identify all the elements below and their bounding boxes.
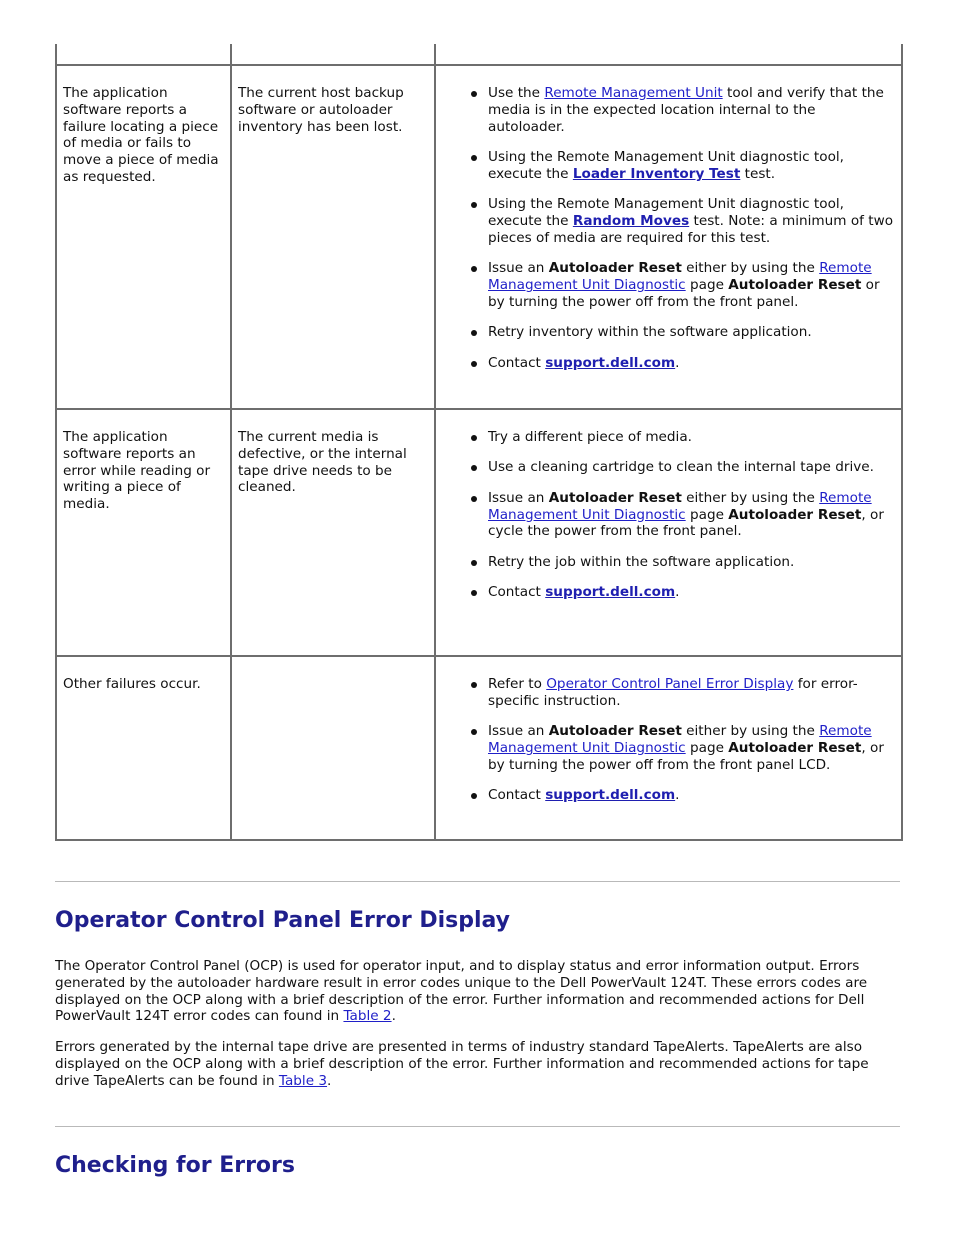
support-link[interactable]: support.dell.com	[545, 584, 676, 601]
bullet-icon	[471, 560, 477, 566]
remote-management-unit-link[interactable]: Remote Management Unit	[544, 85, 723, 101]
checking-errors-heading: Checking for Errors	[55, 1153, 295, 1178]
item-text: Issue an	[488, 723, 549, 740]
item-text: tool and verify that the media is in the expected location internal to the autoloader.	[488, 85, 884, 135]
list-item	[488, 490, 895, 540]
item-text: , or cycle the power from the front panel.	[488, 506, 884, 540]
bold-term: Autoloader Reset	[728, 276, 862, 293]
table-cell	[56, 44, 231, 65]
action-list	[442, 85, 895, 371]
list-item	[488, 584, 895, 601]
table-2-link[interactable]: Table 2	[343, 1008, 392, 1025]
rmu-diagnostic-link[interactable]: Remote Management Unit Diagnostic	[488, 260, 872, 293]
random-moves-link[interactable]: Random Moves	[572, 212, 690, 229]
bold-term: Autoloader Reset	[728, 506, 862, 523]
bullet-icon	[471, 729, 477, 735]
item-text: Retry the job within the software application.	[488, 553, 795, 570]
list-item	[488, 149, 895, 183]
ocp-paragraph-1	[55, 958, 900, 1025]
item-text: page	[685, 276, 729, 293]
action-list	[442, 429, 895, 601]
ocp-paragraph-2	[55, 1039, 900, 1089]
troubleshooting-table	[55, 44, 903, 841]
problem-cell: Other failures occur.	[56, 656, 231, 840]
support-link[interactable]: support.dell.com	[545, 787, 676, 804]
bullet-icon	[471, 682, 477, 688]
list-item	[488, 429, 895, 446]
list-item	[488, 85, 895, 135]
list-item	[488, 260, 895, 310]
bold-term: Autoloader Reset	[728, 739, 862, 756]
bold-term: Autoloader Reset	[548, 489, 682, 506]
bullet-icon	[471, 361, 477, 367]
item-text: Using the Remote Management Unit diagnostic tool, execute the	[488, 196, 844, 229]
item-text: test. Note: a minimum of two pieces of media are required for this test.	[488, 212, 894, 246]
action-cell	[435, 65, 902, 409]
bullet-icon	[471, 496, 477, 502]
section-divider	[55, 881, 900, 882]
bullet-icon	[471, 202, 477, 208]
cause-cell: The current host backup software or autoloader inventory has been lost.	[231, 65, 435, 409]
bullet-icon	[471, 266, 477, 272]
item-text: .	[675, 354, 680, 371]
support-link[interactable]: support.dell.com	[545, 354, 676, 371]
ocp-section-heading: Operator Control Panel Error Display	[55, 908, 511, 933]
item-text: Retry inventory within the software application.	[488, 324, 812, 341]
item-text: Try a different piece of media.	[488, 429, 692, 445]
paragraph-text: .	[327, 1072, 332, 1089]
item-text: page	[685, 739, 729, 756]
list-item	[488, 355, 895, 372]
action-list	[442, 676, 895, 804]
item-text: Issue an	[488, 260, 549, 277]
action-cell	[435, 409, 902, 656]
item-text: or by turning the power off from the front panel.	[488, 276, 880, 310]
cause-cell	[231, 656, 435, 840]
cause-cell: The current media is defective, or the internal tape drive needs to be cleaned.	[231, 409, 435, 656]
problem-cell: The application software reports an error while reading or writing a piece of media.	[56, 409, 231, 656]
bullet-icon	[471, 435, 477, 441]
item-text: Contact	[488, 584, 546, 601]
bullet-icon	[471, 330, 477, 336]
item-text: .	[675, 584, 680, 601]
bullet-icon	[471, 590, 477, 596]
item-text: either by using the	[681, 723, 820, 740]
item-text: page	[685, 506, 729, 523]
table-row-continued	[56, 44, 902, 65]
list-item	[488, 787, 895, 804]
item-text: , or by turning the power off from the front panel LCD.	[488, 739, 884, 773]
item-text: for error-specific instruction.	[488, 676, 858, 709]
table-row	[56, 65, 902, 409]
item-text: test.	[740, 165, 776, 182]
paragraph-text: The Operator Control Panel (OCP) is used for operator input, and to display status and error information output. Errors generated by the autoloader hardware result in error codes unique to the Dell PowerVault 124T. These errors codes are displayed on the OCP along with a brief description of the error. Further information and recommended actions for Dell PowerVault 124T error codes can found in	[55, 958, 868, 1025]
item-text: Use a cleaning cartridge to clean the internal tape drive.	[488, 459, 874, 476]
rmu-diagnostic-link[interactable]: Remote Management Unit Diagnostic	[488, 723, 872, 756]
table-3-link[interactable]: Table 3	[278, 1072, 328, 1089]
bold-term: Autoloader Reset	[548, 260, 682, 277]
list-item	[488, 324, 895, 341]
list-item	[488, 723, 895, 773]
bullet-icon	[471, 465, 477, 471]
section-divider	[55, 1126, 900, 1127]
item-text: Use the	[488, 85, 545, 101]
paragraph-text: .	[391, 1008, 396, 1025]
list-item	[488, 676, 895, 710]
rmu-diagnostic-link[interactable]: Remote Management Unit Diagnostic	[488, 489, 872, 523]
item-text: Contact	[488, 354, 546, 371]
list-item	[488, 196, 895, 246]
paragraph-text: Errors generated by the internal tape drive are presented in terms of industry standard TapeAlerts. TapeAlerts are also displayed on the OCP along with a brief description of the error. Further information and recommended actions for tape drive TapeAlerts can be found in	[55, 1039, 869, 1089]
table-row	[56, 656, 902, 840]
item-text: .	[675, 787, 680, 804]
list-item	[488, 459, 895, 476]
ocp-error-display-link[interactable]: Operator Control Panel Error Display	[546, 676, 794, 692]
item-text: Issue an	[488, 489, 549, 506]
item-text: Refer to	[488, 676, 547, 692]
list-item	[488, 554, 895, 571]
table-row	[56, 409, 902, 656]
action-cell	[435, 656, 902, 840]
item-text: either by using the	[681, 489, 820, 506]
item-text: either by using the	[681, 260, 820, 277]
problem-cell: The application software reports a failure locating a piece of media or fails to move a piece of media as requested.	[56, 65, 231, 409]
bullet-icon	[471, 155, 477, 161]
item-text: Using the Remote Management Unit diagnostic tool, execute the	[488, 148, 844, 182]
table-cell	[231, 44, 435, 65]
bullet-icon	[471, 91, 477, 97]
table-cell	[435, 44, 902, 65]
loader-inventory-test-link[interactable]: Loader Inventory Test	[572, 165, 741, 182]
bold-term: Autoloader Reset	[548, 723, 682, 740]
item-text: Contact	[488, 787, 546, 804]
bullet-icon	[471, 793, 477, 799]
